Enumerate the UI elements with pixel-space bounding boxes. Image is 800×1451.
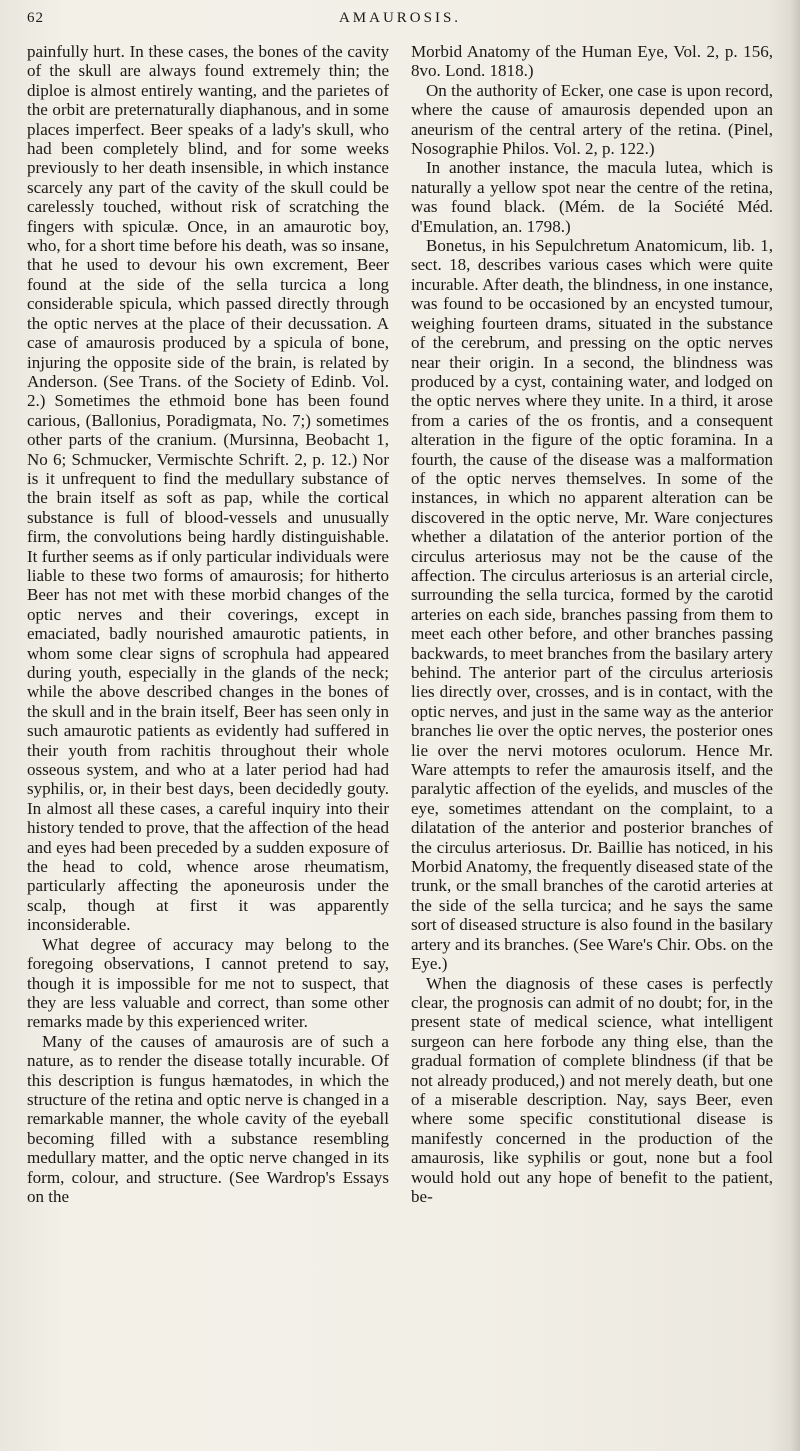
right-column: [411, 42, 773, 1206]
paragraph: Morbid Anatomy of the Human Eye, Vol. 2, p. 156, 8vo. Lond. 1818.): [411, 42, 773, 81]
paragraph: Bonetus, in his Sepulchretum Anatomicum, lib. 1, sect. 18, describes various cases which were quite incurable. After death, the blindness, in one instance, was found to be occasioned by an encysted tumour, weighing fourteen drams, situated in the substance of the cerebrum, and pressing on the optic nerves near their origin. In a second, the blindness was produced by a cyst, containing water, and lodged on the optic nerves where they unite. In a third, it arose from a caries of the os frontis, and a consequent alteration in the figure of the optic foramina. In a fourth, the cause of the disease was a malformation of the optic nerves themselves. In some of the instances, in which no apparent alteration can be discovered in the optic nerve, Mr. Ware conjectures whether a dilatation of the anterior portion of the circulus arteriosus may not be the cause of the affection. The circulus arteriosus is an arterial circle, surrounding the sella turcica, formed by the carotid arteries on each side, branches passing from them to meet each other before, and other branches passing backwards, to meet branches from the basilary artery behind. The anterior part of the circulus arteriosis lies directly over, crosses, and is in contact, with the optic nerves, and just in the same way as the anterior branches lie over the optic nerves, the posterior ones lie over the nervi motores oculorum. Hence Mr. Ware attempts to refer the amaurosis itself, and the paralytic affection of the eyelids, and muscles of the eye, sometimes attendant on the complaint, to a dilatation of the anterior and posterior branches of the circulus arteriosus. Dr. Baillie has noticed, in his Morbid Anatomy, the frequently diseased state of the trunk, or the small branches of the carotid arteries at the side of the sella turcica; and he says the same sort of diseased structure is also found in the basilary artery and its branches. (See Ware's Chir. Obs. on the Eye.): [411, 236, 773, 974]
page-header: [0, 6, 800, 36]
paragraph: On the authority of Ecker, one case is upon record, where the cause of amaurosis depended upon an aneurism of the central artery of the retina. (Pinel, Nosographie Philos. Vol. 2, p. 122.): [411, 80, 773, 159]
paragraph: When the diagnosis of these cases is perfectly clear, the prognosis can admit of no doubt; for, in the present state of medical science, what intelligent surgeon can here forbode any thing else, than the gradual formation of complete blindness (if that be not already produced,) and not merely death, but one of a miserable description. Nay, says Beer, even where some specific constitutional disease is manifestly concerned in the production of the amaurosis, like syphilis or gout, none but a fool would hold out any hope of benefit to the patient, be-: [411, 973, 773, 1206]
paragraph: painfully hurt. In these cases, the bones of the cavity of the skull are always found extremely thin; the diploe is almost entirely wanting, and the parietes of the orbit are preternaturally diaphanous, and in some places imperfect. Beer speaks of a lady's skull, who had been completely blind, and for some weeks previously to her death insensible, in which instance scarcely any part of the cavity of the skull could be carelessly touched, without risk of scratching the fingers with spiculæ. Once, in an amaurotic boy, who, for a short time before his death, was so insane, that he used to devour his own excrement, Beer found at the side of the sella turcica a long considerable spicula, which passed directly through the optic nerves at the place of their decussation. A case of amaurosis produced by a spicula of bone, injuring the opposite side of the brain, is related by Anderson. (See Trans. of the Society of Edinb. Vol. 2.) Sometimes the ethmoid bone has been found carious, (Ballonius, Poradigmata, No. 7;) sometimes other parts of the cranium. (Mursinna, Beobacht 1, No 6; Schmucker, Vermischte Schrift. 2, p. 12.) Nor is it unfrequent to find the medullary substance of the brain itself as soft as pap, while the cortical substance is full of blood-vessels and unusually firm, the convolutions being hardly distinguishable. It further seems as if only particular individuals were liable to these two forms of amaurosis; for hitherto Beer has not met with these morbid changes of the optic nerves and their coverings, except in emaciated, badly nourished amaurotic patients, in whom some clear signs of scrophula had appeared during youth, especially in the glands of the neck; while the above described changes in the bones of the skull and in the brain itself, Beer has seen only in such amaurotic patients as evidently had suffered in their youth from rachitis throughout their whole osseous system, and who at a later period had had syphilis, or, in their best days, been decidedly gouty. In almost all these cases, a careful inquiry into their history tended to prove, that the affection of the head and eyes had been preceded by a sudden exposure of the head to cold, whence arose rheumatism, particularly affecting the aponeurosis under the scalp, though at first it was apparently inconsiderable.: [27, 42, 389, 935]
page-number: 62: [27, 10, 44, 26]
running-head: AMAUROSIS.: [338, 10, 462, 26]
paragraph: In another instance, the macula lutea, which is naturally a yellow spot near the centre of the retina, was found black. (Mém. de la Société Méd. d'Emulation, an. 1798.): [411, 158, 773, 236]
paragraph: What degree of accuracy may belong to the foregoing observations, I cannot pretend to say, though it is impossible for me not to suspect, that they are less valuable and correct, than some other remarks made by this experienced writer.: [27, 934, 389, 1032]
left-column: [27, 42, 389, 1206]
page-edge-shadow: [790, 0, 800, 1451]
paragraph: Many of the causes of amaurosis are of such a nature, as to render the disease totally incurable. Of this description is fungus hæmatodes, in which the structure of the retina and optic nerve is changed in a remarkable manner, the whole cavity of the eyeball becoming filled with a substance resembling medullary matter, and the optic nerve changed in its form, colour, and structure. (See Wardrop's Essays on the: [27, 1031, 389, 1206]
